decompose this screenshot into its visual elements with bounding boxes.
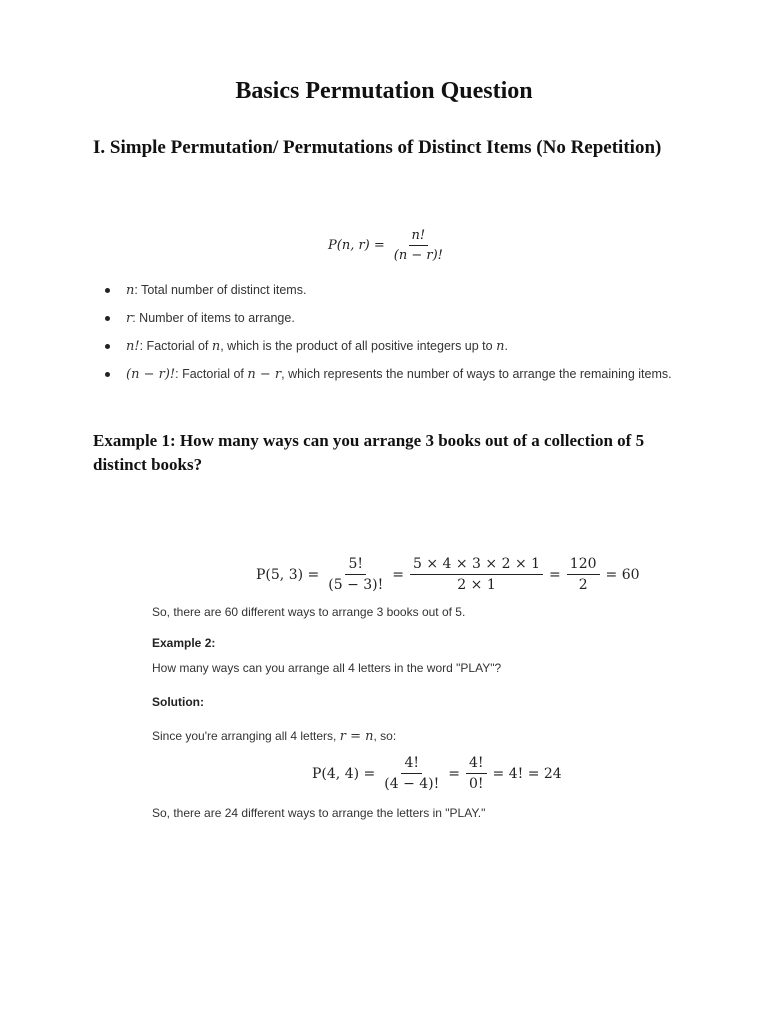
- list-item: r: Number of items to arrange.: [105, 308, 675, 329]
- example2-question: How many ways can you arrange all 4 letters in the word "PLAY"?: [152, 661, 502, 675]
- example1-formula: P(5, 3) = $\frac{5!}{(5 - 3)!}$ = $\frac{5 \times 4 \times 3 \times 2 \times 1}{2 \times 1}$ = $\frac{120}{2}$ = 60: [256, 556, 640, 593]
- formula-result: = 60: [605, 566, 640, 583]
- example1-conclusion: So, there are 60 different ways to arrange 3 books out of 5.: [152, 605, 466, 619]
- example2-conclusion: So, there are 24 different ways to arrange the letters in "PLAY.": [152, 806, 486, 820]
- formula-denominator: (n − r)!: [393, 248, 443, 263]
- list-item: n!: Factorial of n, which is the product of all positive integers up to n.: [105, 336, 675, 357]
- solution-label: Solution:: [152, 695, 204, 709]
- formula-fraction: $\frac{4!}{(4 - 4)!}$: [384, 755, 440, 792]
- definition-list: [105, 280, 675, 392]
- example2-formula: P(4, 4) = $\frac{4!}{(4 - 4)!}$ = $\frac{4!}{0!}$ = 4! = 24: [312, 755, 562, 792]
- page-title: Basics Permutation Question: [235, 78, 533, 104]
- permutation-formula: [328, 228, 450, 263]
- formula-fraction: $\frac{5 \times 4 \times 3 \times 2 \times 1}{2 \times 1}$: [410, 556, 543, 593]
- formula-fraction: $\frac{120}{2}$: [567, 556, 600, 593]
- formula-fraction: $\frac{5!}{(5 - 3)!}$: [328, 556, 384, 593]
- formula-result: = 4! = 24: [492, 765, 562, 782]
- section-heading: I. Simple Permutation/ Permutations of Distinct Items (No Repetition): [93, 137, 662, 158]
- list-item: (n − r)!: Factorial of n − r, which represents the number of ways to arrange the remaining items.: [105, 364, 675, 385]
- formula-lhs: P(n, r) =: [328, 238, 385, 253]
- formula-lhs: P(4, 4) =: [312, 765, 376, 782]
- example1-heading: Example 1: How many ways can you arrange 3 books out of a collection of 5 distinct books?: [93, 431, 645, 474]
- formula-fraction: $\frac{4!}{0!}$: [466, 755, 487, 792]
- formula-fraction: [391, 228, 446, 263]
- formula-lhs: P(5, 3) =: [256, 566, 320, 583]
- formula-numerator: n!: [409, 228, 429, 246]
- list-item: n: Total number of distinct items.: [105, 280, 675, 301]
- example2-label: Example 2:: [152, 636, 216, 650]
- solution-text: Since you're arranging all 4 letters, r = n, so:: [152, 729, 397, 744]
